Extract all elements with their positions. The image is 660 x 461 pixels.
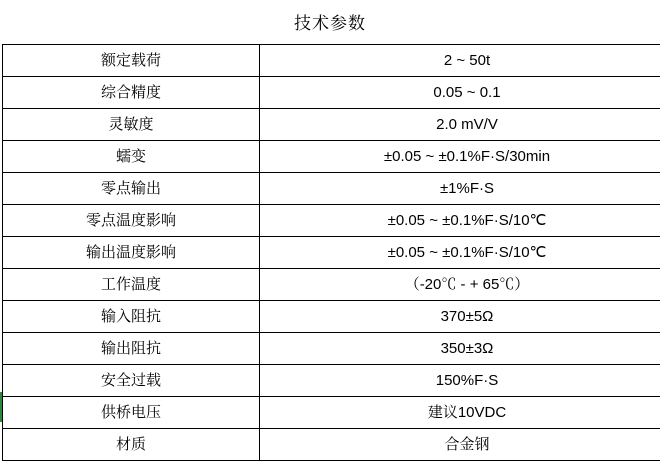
parameter-name: 输入阻抗	[3, 301, 260, 333]
table-row	[3, 397, 660, 429]
parameter-value: 0.05 ~ 0.1	[260, 77, 660, 109]
table-row	[3, 429, 660, 461]
parameter-value: ±0.05 ~ ±0.1%F·S/10℃	[260, 237, 660, 269]
table-row	[3, 205, 660, 237]
parameter-value: 建议10VDC	[260, 397, 660, 429]
parameter-name: 额定载荷	[3, 45, 260, 77]
parameter-name: 零点温度影响	[3, 205, 260, 237]
table-row	[3, 333, 660, 365]
specifications-table	[2, 44, 660, 461]
parameter-name: 综合精度	[3, 77, 260, 109]
parameter-name: 灵敏度	[3, 109, 260, 141]
parameter-value: 350±3Ω	[260, 333, 660, 365]
table-row	[3, 109, 660, 141]
parameter-name: 安全过载	[3, 365, 260, 397]
parameter-value: ±1%F·S	[260, 173, 660, 205]
table-row	[3, 45, 660, 77]
parameter-name: 材质	[3, 429, 260, 461]
table-row	[3, 237, 660, 269]
parameter-value: 合金钢	[260, 429, 660, 461]
parameter-value: 150%F·S	[260, 365, 660, 397]
parameter-value: 370±5Ω	[260, 301, 660, 333]
table-row	[3, 365, 660, 397]
page-title: 技术参数	[0, 0, 660, 44]
parameter-value: ±0.05 ~ ±0.1%F·S/10℃	[260, 205, 660, 237]
parameter-value: ±0.05 ~ ±0.1%F·S/30min	[260, 141, 660, 173]
parameter-value: （-20℃ - + 65℃）	[260, 269, 660, 301]
parameter-value: 2 ~ 50t	[260, 45, 660, 77]
table-row	[3, 301, 660, 333]
parameter-name: 零点输出	[3, 173, 260, 205]
parameter-name: 输出阻抗	[3, 333, 260, 365]
table-row	[3, 77, 660, 109]
parameter-name: 供桥电压	[3, 397, 260, 429]
parameter-name: 输出温度影响	[3, 237, 260, 269]
parameter-name: 工作温度	[3, 269, 260, 301]
parameter-name: 蠕变	[3, 141, 260, 173]
table-row	[3, 141, 660, 173]
table-body	[3, 45, 660, 461]
table-row	[3, 269, 660, 301]
parameter-value: 2.0 mV/V	[260, 109, 660, 141]
table-row	[3, 173, 660, 205]
accent-marker	[0, 392, 2, 422]
